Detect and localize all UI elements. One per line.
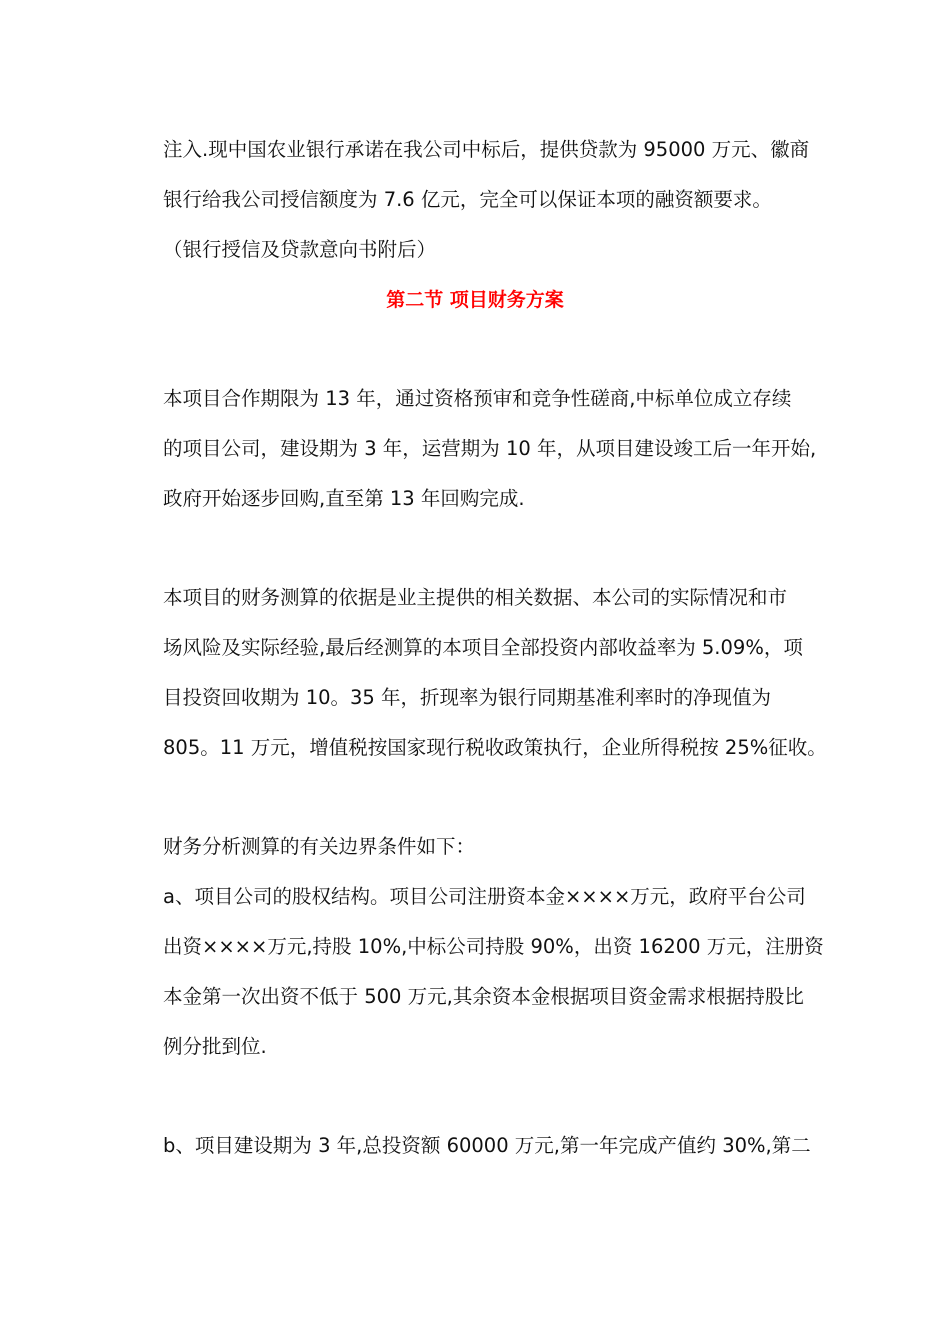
text-line: 例分批到位. — [163, 1035, 267, 1058]
text-line: 本金第一次出资不低于 500 万元,其余资本金根据项目资金需求根据持股比 — [163, 985, 804, 1008]
text-line: 注入.现中国农业银行承诺在我公司中标后，提供贷款为 95000 万元、徽商 — [163, 138, 810, 161]
text-line: 出资××××万元,持股 10%,中标公司持股 90%，出资 16200 万元，注册资 — [163, 935, 824, 958]
text-line: a、项目公司的股权结构。项目公司注册资本金××××万元，政府平台公司 — [163, 885, 806, 908]
text-line: b、项目建设期为 3 年,总投资额 60000 万元,第一年完成产值约 30%,第二 — [163, 1134, 811, 1157]
text-line: 财务分析测算的有关边界条件如下： — [163, 835, 476, 858]
text-line: （银行授信及贷款意向书附后） — [163, 238, 437, 261]
text-line: 政府开始逐步回购,直至第 13 年回购完成. — [163, 487, 525, 510]
text-line: 本项目的财务测算的依据是业主提供的相关数据、本公司的实际情况和市 — [163, 586, 788, 609]
text-line: 的项目公司，建设期为 3 年，运营期为 10 年，从项目建设竣工后一年开始, — [163, 437, 817, 460]
text-line: 本项目合作期限为 13 年，通过资格预审和竞争性磋商,中标单位成立存续 — [163, 387, 792, 410]
text-line: 场风险及实际经验,最后经测算的本项目全部投资内部收益率为 5.09%，项 — [163, 636, 803, 659]
text-line: 805。11 万元，增值税按国家现行税收政策执行，企业所得税按 25%征收。 — [163, 736, 827, 759]
section-heading: 第二节 项目财务方案 — [386, 289, 564, 311]
text-line: 银行给我公司授信额度为 7.6 亿元，完全可以保证本项的融资额要求。 — [163, 188, 772, 211]
text-line: 目投资回收期为 10。35 年，折现率为银行同期基准利率时的净现值为 — [163, 686, 772, 709]
